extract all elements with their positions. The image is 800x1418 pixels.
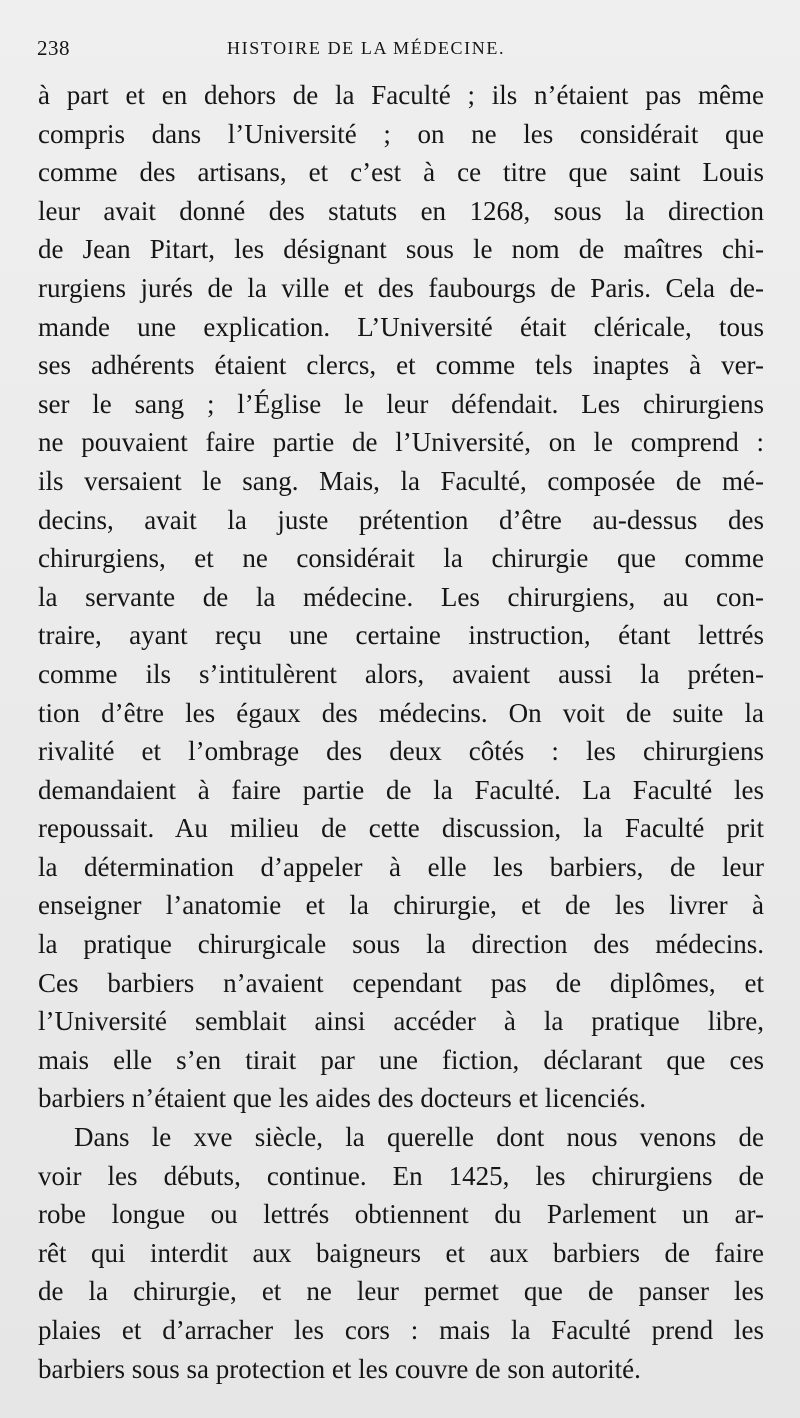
text-line: la détermination d’appeler à elle les barbiers, de leur (38, 851, 764, 882)
text-line: ils versaient le sang. Mais, la Faculté, composée de mé- (38, 465, 764, 496)
text-line: ne pouvaient faire partie de l’Université, on le comprend : (38, 427, 764, 458)
text-line: traire, ayant reçu une certaine instruction, étant lettrés (38, 620, 764, 651)
text-line: Ces barbiers n’avaient cependant pas de diplômes, et (38, 967, 764, 998)
running-title: HISTOIRE DE LA MÉDECINE. (227, 38, 506, 58)
text-line: plaies et d’arracher les cors : mais la Faculté prend les (38, 1315, 764, 1345)
text-line: ser le sang ; l’Église le leur défendait. Les chirurgiens (38, 388, 764, 419)
text-line: compris dans l’Université ; on ne les considérait que (38, 118, 764, 149)
text-line: rurgiens jurés de la ville et des faubourgs de Paris. Cela de- (38, 272, 764, 303)
text-line: de Jean Pitart, les désignant sous le nom de maîtres chi- (38, 234, 764, 265)
text-line: de la chirurgie, et ne leur permet que de panser les (38, 1276, 764, 1307)
text-line: enseigner l’anatomie et la chirurgie, et de les livrer à (38, 890, 764, 921)
text-line: voir les débuts, continue. En 1425, les chirurgiens de (38, 1160, 764, 1191)
text-line: ses adhérents étaient clercs, et comme tels inaptes à ver- (38, 350, 764, 381)
text-line: comme des artisans, et c’est à ce titre que saint Louis (38, 157, 764, 188)
running-head (37, 36, 763, 66)
text-line: rêt qui interdit aux baigneurs et aux barbiers de faire (38, 1237, 764, 1268)
text-line: l’Université semblait ainsi accéder à la pratique libre, (38, 1006, 764, 1037)
text-line: mande une explication. L’Université était cléricale, tous (38, 311, 764, 342)
text-line: robe longue ou lettrés obtiennent du Parlement un ar- (38, 1199, 764, 1230)
body-text (38, 76, 764, 1388)
text-line: à part et en dehors de la Faculté ; ils n’étaient pas même (38, 80, 764, 110)
text-line: la pratique chirurgicale sous la direction des médecins. (38, 929, 764, 960)
text-line: demandaient à faire partie de la Faculté. La Faculté les (38, 774, 764, 805)
text-line: chirurgiens, et ne considérait la chirurgie que comme (38, 543, 764, 574)
text-line: barbiers sous sa protection et les couvre de son autorité. (38, 1353, 641, 1384)
text-line: la servante de la médecine. Les chirurgiens, au con- (38, 581, 764, 612)
text-line: Dans le xve siècle, la querelle dont nous venons de (74, 1122, 764, 1153)
text-line: repoussait. Au milieu de cette discussion, la Faculté prit (38, 813, 764, 844)
text-line: decins, avait la juste prétention d’être au-dessus des (38, 504, 764, 535)
text-line: tion d’être les égaux des médecins. On voit de suite la (38, 697, 764, 728)
text-line: comme ils s’intitulèrent alors, avaient aussi la préten- (38, 658, 764, 689)
text-line: rivalité et l’ombrage des deux côtés : les chirurgiens (38, 736, 764, 767)
text-line: barbiers n’étaient que les aides des docteurs et licenciés. (38, 1083, 647, 1114)
text-line: mais elle s’en tirait par une fiction, déclarant que ces (38, 1044, 764, 1075)
text-line: leur avait donné des statuts en 1268, sous la direction (38, 195, 764, 226)
page-number: 238 (37, 36, 70, 60)
